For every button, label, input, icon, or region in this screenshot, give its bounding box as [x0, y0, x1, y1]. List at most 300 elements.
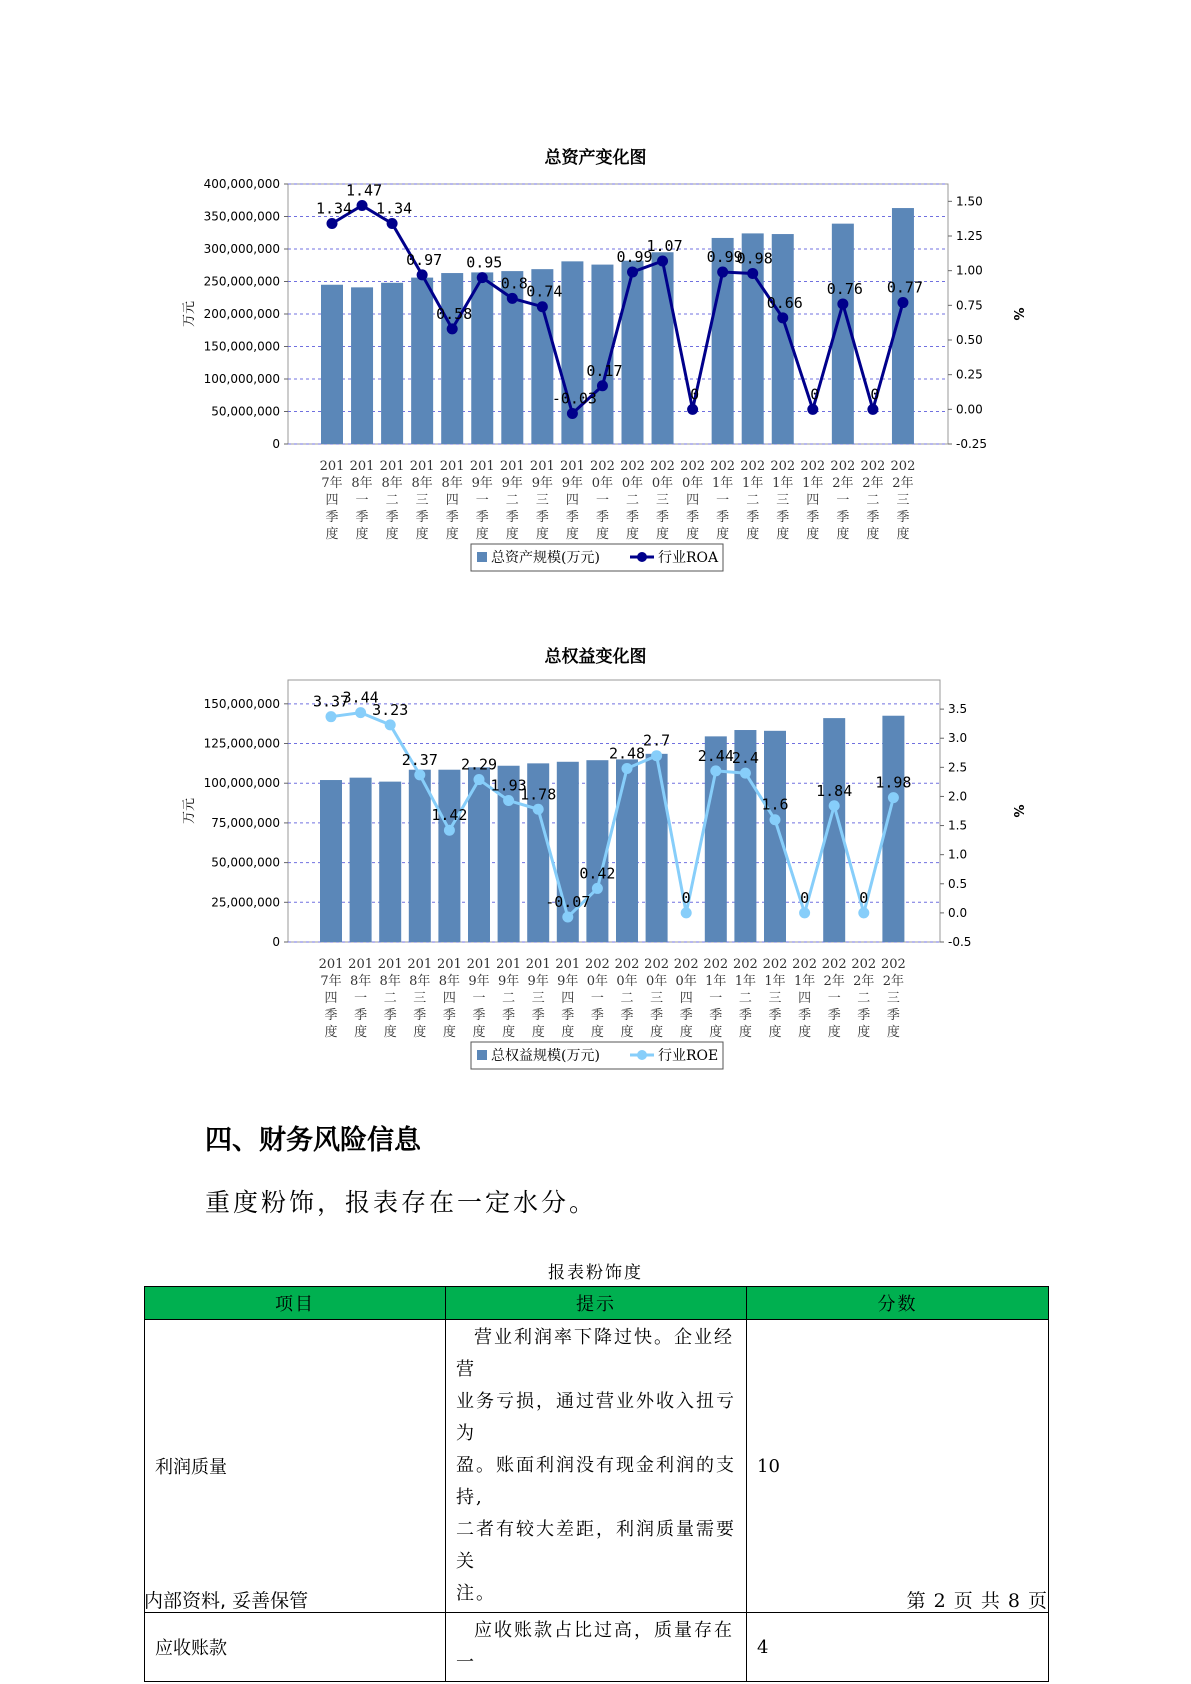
- x-tick-label: 季: [354, 1008, 368, 1023]
- x-tick-label: 度: [738, 1025, 752, 1040]
- x-tick-label: 季: [445, 510, 459, 525]
- line-point: [414, 769, 425, 780]
- point-label: 0.58: [436, 304, 473, 323]
- x-tick-label: 201: [348, 957, 374, 972]
- x-tick-label: 一: [475, 493, 489, 508]
- line-point: [503, 795, 514, 806]
- bar: [646, 754, 668, 942]
- footer-confidential: 内部资料, 妥善保管: [144, 1590, 309, 1612]
- x-tick-label: 季: [383, 1008, 397, 1023]
- x-tick-label: 201: [379, 459, 405, 474]
- y-axis-title: 万元: [182, 300, 197, 328]
- line-point: [567, 408, 578, 419]
- x-tick-label: 度: [502, 1025, 516, 1040]
- row-tip: [446, 1613, 747, 1682]
- x-tick-label: 季: [385, 510, 399, 525]
- x-tick-label: 202: [584, 957, 610, 972]
- bar: [379, 782, 401, 942]
- line-point: [740, 768, 751, 779]
- x-tick-label: 度: [886, 1025, 900, 1040]
- x-tick-label: 四: [442, 991, 456, 1006]
- legend-bar-swatch: [477, 552, 487, 562]
- x-tick-label: 202: [703, 957, 729, 972]
- x-tick-label: 度: [776, 527, 790, 542]
- x-tick-label: 二: [502, 991, 516, 1006]
- point-label: 0.66: [766, 293, 803, 312]
- line-point: [417, 269, 428, 280]
- y2-tick-label: 3.5: [948, 702, 968, 717]
- x-tick-label: 9年: [557, 974, 579, 989]
- x-tick-label: 8年: [411, 476, 433, 491]
- legend-bar-label: 总权益规模(万元): [491, 1048, 600, 1064]
- x-tick-label: 202: [590, 459, 615, 474]
- x-tick-label: 三: [656, 493, 670, 508]
- bar: [409, 770, 431, 942]
- x-tick-label: 季: [475, 510, 489, 525]
- legend-line-label: 行业ROA: [658, 550, 719, 566]
- y-tick-label: 100,000,000: [203, 372, 280, 386]
- x-tick-label: 季: [806, 510, 820, 525]
- x-tick-label: 度: [413, 1025, 427, 1040]
- y2-tick-label: 1.0: [948, 847, 968, 862]
- row-item: 应收账款: [145, 1613, 446, 1682]
- x-tick-label: 季: [355, 510, 369, 525]
- x-tick-label: 8年: [438, 974, 461, 989]
- x-tick-label: 201: [436, 957, 462, 972]
- x-tick-label: 1年: [802, 476, 824, 491]
- x-tick-label: 度: [595, 527, 609, 542]
- risk-table: [144, 1286, 1049, 1682]
- y2-tick-label: 1.25: [956, 229, 983, 243]
- x-tick-label: 度: [324, 1025, 338, 1040]
- bar: [321, 285, 343, 444]
- x-tick-label: 三: [650, 991, 664, 1006]
- x-tick-label: 202: [792, 957, 818, 972]
- x-tick-label: 202: [880, 957, 906, 972]
- legend-bar-swatch: [477, 1050, 487, 1060]
- x-tick-label: 0年: [675, 974, 697, 989]
- x-tick-label: 度: [679, 1025, 693, 1040]
- x-tick-label: 度: [561, 1025, 575, 1040]
- x-tick-label: 季: [738, 1008, 752, 1023]
- x-tick-label: 2年: [832, 476, 854, 491]
- x-tick-label: 三: [535, 493, 549, 508]
- x-tick-label: 季: [650, 1008, 664, 1023]
- point-label: 1.34: [376, 199, 413, 218]
- x-tick-label: 202: [710, 459, 736, 474]
- x-tick-label: 度: [445, 527, 459, 542]
- line-point: [807, 404, 818, 415]
- y2-tick-label: 2.0: [948, 789, 968, 804]
- y2-tick-label: 0.5: [948, 876, 968, 891]
- x-tick-label: 度: [620, 1025, 634, 1040]
- header-score: 分数: [747, 1287, 1049, 1320]
- x-tick-label: 201: [496, 957, 522, 972]
- y-tick-label: 100,000,000: [203, 776, 280, 791]
- x-tick-label: 202: [650, 459, 675, 474]
- bar: [764, 731, 786, 942]
- x-tick-label: 8年: [349, 974, 372, 989]
- x-tick-label: 0年: [651, 476, 674, 491]
- x-tick-label: 季: [324, 1008, 338, 1023]
- x-tick-label: 一: [836, 493, 850, 508]
- point-label: 1.07: [646, 236, 683, 255]
- line-point: [770, 814, 781, 825]
- x-tick-label: 202: [644, 957, 670, 972]
- line-point: [537, 301, 548, 312]
- x-tick-label: 201: [407, 957, 433, 972]
- point-label: 1.93: [490, 776, 527, 795]
- x-tick-label: 201: [319, 459, 345, 474]
- x-tick-label: 一: [827, 991, 841, 1006]
- x-tick-label: 度: [686, 527, 700, 542]
- x-tick-label: 四: [445, 493, 459, 508]
- x-tick-label: 季: [768, 1008, 782, 1023]
- line-point: [622, 763, 633, 774]
- table-caption: 报表粉饰度: [548, 1263, 643, 1283]
- x-tick-label: 季: [716, 510, 730, 525]
- x-tick-label: 度: [866, 527, 880, 542]
- point-label: 2.48: [608, 744, 646, 763]
- x-tick-label: 三: [413, 991, 427, 1006]
- point-label: 0.97: [406, 250, 443, 269]
- x-tick-label: 季: [857, 1008, 871, 1023]
- x-tick-label: 202: [851, 957, 877, 972]
- point-label: 3.37: [312, 692, 350, 711]
- tip-line: 盈。账面利润没有现金利润的支持,: [456, 1455, 736, 1508]
- point-label: 0.99: [616, 248, 653, 267]
- y2-tick-label: 3.0: [948, 731, 968, 746]
- x-tick-label: 9年: [561, 476, 584, 491]
- x-tick-label: 四: [561, 991, 575, 1006]
- x-tick-label: 三: [776, 493, 790, 508]
- x-tick-label: 季: [325, 510, 339, 525]
- line-point: [710, 765, 721, 776]
- x-tick-label: 度: [590, 1025, 604, 1040]
- x-tick-label: 2年: [862, 476, 884, 491]
- x-tick-label: 202: [732, 957, 758, 972]
- x-tick-label: 2年: [892, 476, 914, 491]
- line-point: [829, 800, 840, 811]
- total-equity-chart: [0, 676, 1191, 1136]
- x-tick-label: 一: [355, 493, 369, 508]
- x-tick-label: 2年: [823, 974, 845, 989]
- y2-tick-label: 0.00: [956, 402, 983, 417]
- chart-title-assets: 总资产变化图: [544, 148, 647, 168]
- tip-line: 二者有较大差距，利润质量需要关: [456, 1519, 736, 1572]
- x-tick-label: 季: [827, 1008, 841, 1023]
- x-tick-label: 季: [561, 1008, 575, 1023]
- header-item: 项目: [145, 1287, 446, 1320]
- point-label: 0: [859, 888, 869, 907]
- point-label: 2.29: [460, 755, 498, 774]
- row-tip: [446, 1320, 747, 1613]
- x-tick-label: 0年: [645, 974, 668, 989]
- x-tick-label: 度: [535, 527, 549, 542]
- point-label: 2.4: [731, 749, 759, 768]
- x-tick-label: 季: [625, 510, 640, 525]
- line-point: [867, 404, 878, 415]
- y-tick-label: 75,000,000: [211, 815, 280, 830]
- x-tick-label: 201: [525, 957, 551, 972]
- x-tick-label: 202: [762, 957, 788, 972]
- row-item: 利润质量: [145, 1320, 446, 1613]
- bar: [320, 780, 342, 942]
- x-tick-label: 度: [531, 1025, 545, 1040]
- bar: [471, 272, 493, 444]
- x-tick-label: 度: [565, 527, 579, 542]
- table-row: [145, 1320, 1049, 1613]
- x-tick-label: 季: [415, 510, 429, 525]
- x-tick-label: 二: [620, 991, 634, 1006]
- x-tick-label: 9年: [471, 476, 493, 491]
- point-label: 0.74: [526, 282, 563, 301]
- row-score: 10: [747, 1320, 1049, 1613]
- x-tick-label: 202: [620, 459, 645, 474]
- x-tick-label: 201: [318, 957, 344, 972]
- y2-tick-label: 1.00: [956, 263, 983, 278]
- x-tick-label: 季: [656, 510, 670, 525]
- y2-axis-title: %: [1010, 804, 1025, 818]
- point-label: 0: [800, 888, 810, 907]
- line-point: [858, 907, 869, 918]
- x-tick-label: 202: [800, 459, 826, 474]
- x-tick-label: 度: [827, 1025, 841, 1040]
- x-tick-label: 度: [383, 1025, 397, 1040]
- x-tick-label: 202: [673, 957, 699, 972]
- x-tick-label: 季: [472, 1008, 486, 1023]
- x-tick-label: 季: [502, 1008, 516, 1023]
- point-label: 1.6: [761, 795, 789, 814]
- x-tick-label: 7年: [320, 974, 342, 989]
- y-tick-label: 250,000,000: [203, 274, 280, 289]
- x-tick-label: 1年: [705, 974, 727, 989]
- x-tick-label: 0年: [681, 476, 704, 491]
- point-label: 0.95: [466, 253, 503, 272]
- bar: [381, 283, 403, 444]
- x-tick-label: 二: [866, 493, 880, 508]
- line-point: [385, 719, 396, 730]
- y-tick-label: 200,000,000: [203, 307, 280, 321]
- x-tick-label: 季: [866, 510, 880, 525]
- line-point: [444, 825, 455, 836]
- x-tick-label: 度: [716, 527, 730, 542]
- line-point: [888, 792, 899, 803]
- line-point: [657, 255, 668, 266]
- legend-bar-label: 总资产规模(万元): [491, 550, 600, 566]
- bar: [351, 287, 373, 444]
- point-label: 0.42: [579, 864, 616, 883]
- x-tick-label: 二: [385, 493, 399, 508]
- x-tick-label: 季: [442, 1008, 456, 1023]
- x-tick-label: 度: [656, 527, 670, 542]
- x-tick-label: 二: [505, 493, 519, 508]
- x-tick-label: 202: [830, 459, 856, 474]
- line-point: [651, 750, 662, 761]
- legend-line-marker: [637, 552, 647, 562]
- x-tick-label: 季: [776, 510, 790, 525]
- x-tick-label: 一: [590, 991, 604, 1006]
- x-tick-label: 季: [886, 1008, 900, 1023]
- x-tick-label: 三: [896, 493, 910, 508]
- x-tick-label: 三: [886, 991, 900, 1006]
- x-tick-label: 202: [890, 459, 916, 474]
- x-tick-label: 四: [679, 991, 693, 1006]
- line-point: [507, 293, 518, 304]
- x-tick-label: 二: [738, 991, 752, 1006]
- point-label: 1.98: [875, 773, 912, 792]
- x-tick-label: 202: [680, 459, 706, 474]
- x-tick-label: 201: [377, 957, 403, 972]
- x-tick-label: 2年: [882, 974, 905, 989]
- x-tick-label: 季: [505, 510, 519, 525]
- tip-line: 应收账款占比过高，质量存在一: [456, 1620, 734, 1673]
- x-tick-label: 202: [860, 459, 886, 474]
- x-tick-label: 度: [472, 1025, 486, 1040]
- x-tick-label: 8年: [351, 476, 373, 491]
- x-tick-label: 度: [475, 527, 489, 542]
- line-point: [777, 312, 788, 323]
- tip-line: 营业利润率下降过快。企业经营: [456, 1327, 734, 1380]
- x-tick-label: 202: [740, 459, 766, 474]
- line-point: [326, 711, 337, 722]
- point-label: 0: [690, 385, 700, 404]
- x-tick-label: 度: [355, 527, 369, 542]
- x-tick-label: 度: [650, 1025, 664, 1040]
- x-tick-label: 度: [857, 1025, 871, 1040]
- point-label: 0.99: [706, 248, 743, 267]
- line-point: [592, 883, 603, 894]
- x-tick-label: 0年: [586, 974, 609, 989]
- x-tick-label: 9年: [468, 974, 490, 989]
- point-label: 2.37: [401, 750, 438, 769]
- x-tick-label: 四: [324, 991, 338, 1006]
- x-tick-label: 1年: [793, 974, 816, 989]
- x-tick-label: 二: [383, 991, 397, 1006]
- x-tick-label: 1年: [772, 476, 794, 491]
- bar: [438, 770, 460, 942]
- y2-tick-label: -0.5: [948, 935, 972, 949]
- y-tick-label: 50,000,000: [211, 855, 280, 870]
- x-tick-label: 季: [746, 510, 760, 525]
- y-axis-title: 万元: [182, 797, 197, 825]
- x-tick-label: 季: [798, 1008, 812, 1023]
- x-tick-label: 度: [415, 527, 429, 542]
- line-point: [681, 907, 692, 918]
- x-tick-label: 二: [625, 493, 640, 508]
- line-point: [747, 268, 758, 279]
- y-tick-label: 25,000,000: [211, 895, 280, 910]
- x-tick-label: 202: [821, 957, 847, 972]
- line-point: [533, 804, 544, 815]
- x-tick-label: 201: [469, 459, 495, 474]
- y-tick-label: 125,000,000: [203, 736, 280, 751]
- chart-title-equity: 总权益变化图: [544, 647, 647, 667]
- x-tick-label: 四: [565, 493, 579, 508]
- y-tick-label: 400,000,000: [203, 177, 280, 191]
- point-label: 0: [681, 888, 691, 907]
- x-tick-label: 201: [499, 459, 525, 474]
- x-tick-label: 9年: [501, 476, 523, 491]
- row-score: 4: [747, 1613, 1049, 1682]
- x-tick-label: 度: [806, 527, 820, 542]
- x-tick-label: 季: [565, 510, 579, 525]
- x-tick-label: 三: [531, 991, 545, 1006]
- point-label: 1.47: [345, 181, 383, 200]
- bar: [622, 261, 644, 444]
- x-tick-label: 201: [529, 459, 555, 474]
- x-tick-label: 季: [413, 1008, 427, 1023]
- point-label: 2.44: [697, 746, 734, 765]
- x-tick-label: 四: [686, 493, 700, 508]
- y2-tick-label: 0.75: [956, 298, 983, 313]
- point-label: 0.17: [586, 361, 623, 380]
- y-tick-label: 150,000,000: [203, 696, 280, 711]
- bar: [350, 778, 372, 942]
- bar: [616, 759, 638, 942]
- x-tick-label: 7年: [321, 476, 343, 491]
- line-point: [597, 380, 608, 391]
- x-tick-label: 0年: [616, 974, 638, 989]
- legend-line-marker: [637, 1050, 647, 1060]
- x-tick-label: 季: [709, 1008, 723, 1023]
- x-tick-label: 季: [686, 510, 700, 525]
- x-tick-label: 季: [679, 1008, 693, 1023]
- y-tick-label: 0: [272, 935, 280, 949]
- point-label: 1.34: [315, 199, 353, 218]
- y-tick-label: 350,000,000: [203, 209, 280, 224]
- table-header-row: [145, 1287, 1049, 1320]
- x-tick-label: 8年: [381, 476, 403, 491]
- x-tick-label: 度: [709, 1025, 723, 1040]
- bar: [652, 252, 674, 444]
- point-label: 0.8: [500, 274, 528, 293]
- x-tick-label: 一: [472, 991, 486, 1006]
- x-tick-label: 三: [768, 991, 782, 1006]
- y2-axis-title: %: [1010, 307, 1025, 321]
- y2-tick-label: 0.0: [948, 905, 968, 920]
- x-tick-label: 0年: [621, 476, 644, 491]
- point-label: 1.42: [431, 806, 468, 825]
- y2-tick-label: 0.25: [956, 367, 983, 382]
- x-tick-label: 201: [349, 459, 375, 474]
- x-tick-label: 1年: [764, 974, 786, 989]
- x-tick-label: 9年: [527, 974, 549, 989]
- x-tick-label: 2年: [853, 974, 875, 989]
- x-tick-label: 季: [531, 1008, 545, 1023]
- footer-page-number: 第 2 页 共 8 页: [906, 1590, 1048, 1612]
- x-tick-label: 二: [746, 493, 760, 508]
- x-tick-label: 一: [716, 493, 730, 508]
- x-tick-label: 度: [442, 1025, 456, 1040]
- x-tick-label: 202: [614, 957, 640, 972]
- section-heading: 四、财务风险信息: [205, 1125, 421, 1156]
- y-tick-label: 0: [272, 437, 280, 451]
- point-label: 1.78: [520, 785, 557, 804]
- point-label: 0.76: [826, 279, 863, 298]
- line-point: [327, 218, 338, 229]
- x-tick-label: 一: [354, 991, 368, 1006]
- bar: [441, 273, 463, 444]
- x-tick-label: 度: [896, 527, 910, 542]
- point-label: 0: [870, 385, 880, 404]
- x-tick-label: 8年: [441, 476, 463, 491]
- x-tick-label: 0年: [591, 476, 614, 491]
- risk-summary-text: 重度粉饰，报表存在一定水分。: [205, 1188, 598, 1217]
- x-tick-label: 度: [325, 527, 339, 542]
- x-tick-label: 季: [620, 1008, 634, 1023]
- y2-tick-label: 1.5: [948, 818, 968, 833]
